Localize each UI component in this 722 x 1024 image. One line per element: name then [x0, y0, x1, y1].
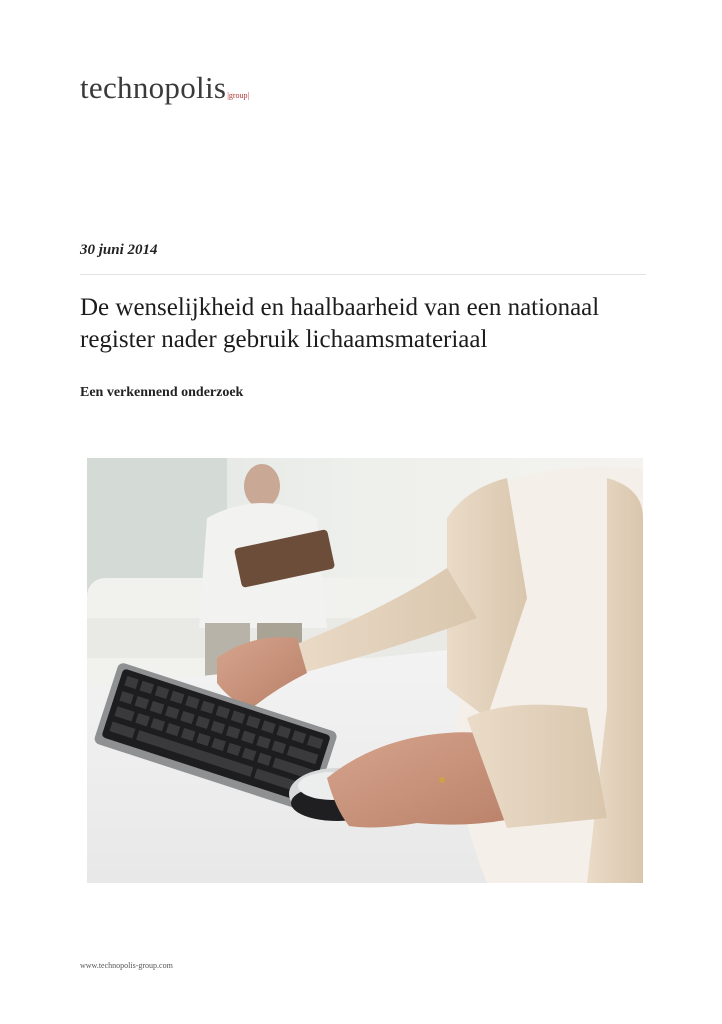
report-title: De wenselijkheid en haalbaarheid van een nationaal register nader gebruik lichaamsmateriaal [80, 294, 600, 353]
footer-url: www.technopolis-group.com [80, 961, 173, 970]
company-logo [80, 70, 249, 106]
photo-illustration [87, 458, 643, 883]
report-date: 30 juni 2014 [80, 242, 158, 258]
header-divider [80, 274, 646, 275]
report-subtitle: Een verkennend onderzoek [80, 385, 244, 400]
cover-photo [87, 458, 643, 883]
logo-wordmark: technopolis [80, 70, 227, 105]
logo-group-tag: |group| [227, 91, 250, 100]
